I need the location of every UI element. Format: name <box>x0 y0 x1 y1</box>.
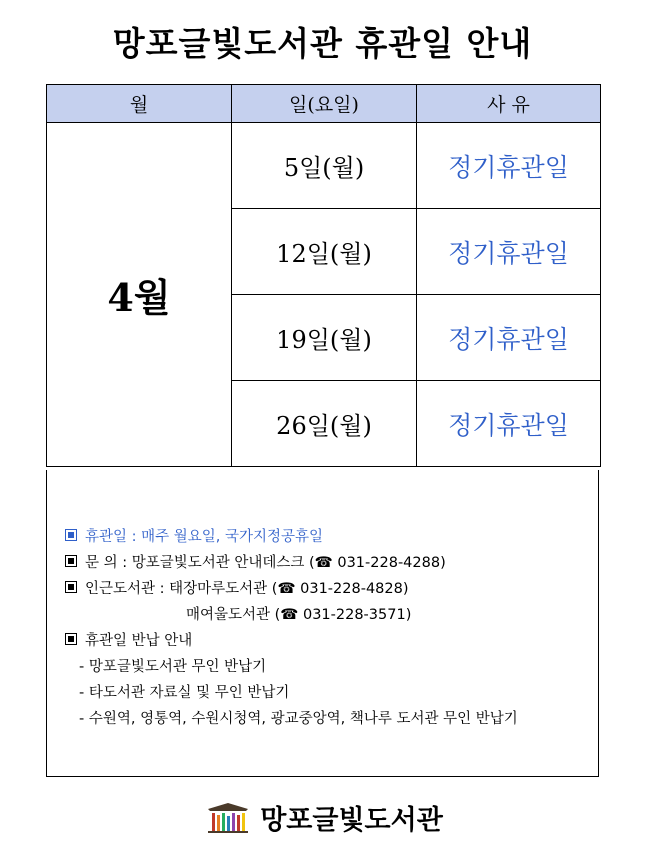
square-bullet-icon <box>65 555 77 567</box>
page-title: 망포글빛도서관 휴관일 안내 <box>112 24 533 63</box>
month-cell: 4월 <box>47 123 232 467</box>
footer-library-name: 망포글빛도서관 <box>260 805 443 836</box>
library-building-icon <box>202 801 254 835</box>
info-box <box>46 470 599 777</box>
footer-logo <box>202 798 443 837</box>
closed-days-line: 휴관일 : 매주 월요일, 국가지정공휴일 <box>65 525 323 546</box>
header-month: 월 <box>47 85 232 123</box>
return-item: - 수원역, 영통역, 수원시청역, 광교중앙역, 책나루 도서관 무인 반납기 <box>79 711 518 727</box>
reason-cell: 정기휴관일 <box>417 209 601 295</box>
day-cell: 12일(월) <box>232 209 417 295</box>
nearby-line: 인근도서관 : 태장마루도서관 (☎ 031-228-4828) <box>65 577 409 598</box>
closure-table <box>46 84 601 467</box>
day-cell: 19일(월) <box>232 295 417 381</box>
return-item: - 망포글빛도서관 무인 반납기 <box>79 659 267 675</box>
header-day: 일(요일) <box>232 85 417 123</box>
return-item: - 타도서관 자료실 및 무인 반납기 <box>79 685 290 701</box>
reason-cell: 정기휴관일 <box>417 381 601 467</box>
square-bullet-icon <box>65 529 77 541</box>
reason-cell: 정기휴관일 <box>417 295 601 381</box>
header-reason: 사 유 <box>417 85 601 123</box>
table-header-row <box>47 85 601 123</box>
reason-cell: 정기휴관일 <box>417 123 601 209</box>
contact-line: 문 의 : 망포글빛도서관 안내데스크 (☎ 031-228-4288) <box>65 551 446 572</box>
table-row <box>47 123 601 209</box>
square-bullet-icon <box>65 633 77 645</box>
nearby-line-2: 매여울도서관 (☎ 031-228-3571) <box>186 607 412 623</box>
footer <box>0 798 645 842</box>
square-bullet-icon <box>65 581 77 593</box>
return-title-line: 휴관일 반납 안내 <box>65 629 192 650</box>
day-cell: 5일(월) <box>232 123 417 209</box>
day-cell: 26일(월) <box>232 381 417 467</box>
